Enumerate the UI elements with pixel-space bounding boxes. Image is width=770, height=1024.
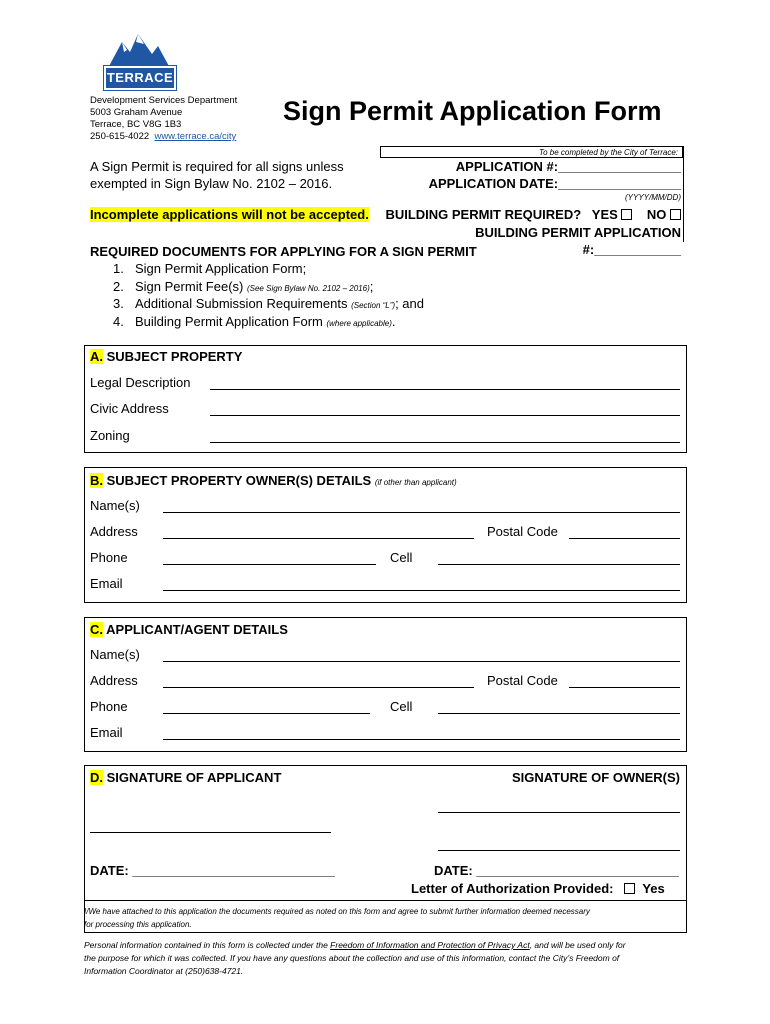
required-docs-heading: REQUIRED DOCUMENTS FOR APPLYING FOR A SIGN PERMIT [90, 244, 477, 259]
date-format-hint: (YYYY/MM/DD) [625, 193, 681, 202]
owner-names-label: Name(s) [90, 498, 140, 513]
applicant-cell-label: Cell [390, 699, 413, 714]
applicant-date-field[interactable]: DATE: ____________________________ [90, 863, 335, 878]
loa-label: Letter of Authorization Provided: [411, 881, 614, 896]
owner-postal-label: Postal Code [487, 524, 558, 539]
owner-date-field[interactable]: DATE: ____________________________ [434, 863, 679, 878]
legal-description-field[interactable] [210, 389, 680, 390]
incomplete-warning: Incomplete applications will not be accepted. [90, 207, 369, 222]
section-b-title: B. SUBJECT PROPERTY OWNER(S) DETAILS (if other than applicant) [90, 473, 457, 488]
civic-address-field[interactable] [210, 415, 680, 416]
phone-number: 250-615-4022 [90, 131, 150, 142]
owner-signature-line-1[interactable] [438, 812, 680, 813]
office-fields [380, 158, 681, 192]
section-d-title: D. SIGNATURE OF APPLICANT [90, 770, 282, 785]
applicant-email-label: Email [90, 725, 123, 740]
owner-email-label: Email [90, 576, 123, 591]
application-date[interactable]: APPLICATION DATE:_________________ [428, 176, 681, 191]
required-doc-item: 4. Building Permit Application Form (where applicable). [113, 313, 396, 329]
required-docs-list [113, 260, 424, 330]
bp-application-number[interactable]: BUILDING PERMIT APPLICATION #:____________ [475, 225, 681, 257]
applicant-signature-line[interactable] [90, 832, 331, 833]
owner-names-field[interactable] [163, 512, 680, 513]
owner-signature-line-2[interactable] [438, 850, 680, 851]
owner-address-field[interactable] [163, 538, 474, 539]
owner-email-field[interactable] [163, 590, 680, 591]
logo-name: TERRACE [104, 66, 176, 90]
bp-yes-label: YES [591, 207, 618, 222]
intro-line1: A Sign Permit is required for all signs unless [90, 159, 344, 174]
loa-checkbox[interactable] [624, 883, 635, 894]
legal-description-label: Legal Description [90, 375, 191, 390]
civic-address-label: Civic Address [90, 401, 169, 416]
owner-cell-field[interactable] [438, 564, 680, 565]
required-doc-item: 1. Sign Permit Application Form; [113, 261, 307, 276]
letter-of-authorization-row [411, 880, 665, 897]
owner-phone-field[interactable] [163, 564, 376, 565]
address-line2: Terrace, BC V8G 1B3 [90, 119, 182, 130]
owner-postal-field[interactable] [569, 538, 680, 539]
dept-name: Development Services Department [90, 95, 238, 106]
bp-required-label: BUILDING PERMIT REQUIRED? [385, 207, 582, 222]
foippa-link: Freedom of Information and Protection of Privacy Act [330, 940, 530, 950]
applicant-cell-field[interactable] [438, 713, 680, 714]
bp-no-label: NO [646, 207, 667, 222]
required-doc-item: 3. Additional Submission Requirements (Section “L”); and [113, 296, 424, 311]
applicant-names-label: Name(s) [90, 647, 140, 662]
owner-phone-label: Phone [90, 550, 128, 565]
privacy-notice: Personal information contained in this form is collected under the Freedom of Information and Protection of Privacy Act, and will be used only for the purpose for which it was collected. If you have any questions about the collection and use of this information, contact the City’s Freedom of Information Coordinator at (250)638-4721. [84, 940, 626, 976]
website-link[interactable]: www.terrace.ca/city [154, 131, 237, 142]
applicant-address-label: Address [90, 673, 138, 688]
applicant-phone-label: Phone [90, 699, 128, 714]
applicant-postal-field[interactable] [569, 687, 680, 688]
address-line1: 5003 Graham Avenue [90, 107, 183, 118]
intro-line2: exempted in Sign Bylaw No. 2102 – 2016. [90, 176, 333, 191]
required-doc-item: 2. Sign Permit Fee(s) (See Sign Bylaw No. 2102 – 2016); [113, 278, 374, 294]
section-c-title: C. APPLICANT/AGENT DETAILS [90, 622, 288, 637]
bp-yes-checkbox[interactable] [621, 209, 632, 220]
applicant-phone-field[interactable] [163, 713, 370, 714]
owner-cell-label: Cell [390, 550, 413, 565]
zoning-label: Zoning [90, 428, 130, 443]
applicant-postal-label: Postal Code [487, 673, 558, 688]
zoning-field[interactable] [210, 442, 680, 443]
dept-address [90, 95, 237, 143]
owner-signature-title: SIGNATURE OF OWNER(S) [511, 770, 680, 785]
loa-yes-label: Yes [642, 881, 665, 896]
logo-city-of: THE CITY OF [121, 58, 159, 64]
bp-no-checkbox[interactable] [670, 209, 681, 220]
declaration-text: I/We have attached to this application the documents required as noted on this form and agree to submit further information deemed necessary for processing this application. [84, 907, 590, 929]
section-a-title: A. SUBJECT PROPERTY [90, 349, 243, 364]
signature-divider [84, 900, 687, 901]
intro-text [90, 158, 344, 192]
page-title: Sign Permit Application Form [283, 96, 662, 126]
applicant-names-field[interactable] [163, 661, 680, 662]
owner-address-label: Address [90, 524, 138, 539]
application-number[interactable]: APPLICATION #:_________________ [455, 159, 681, 174]
building-permit-required-row [380, 206, 681, 223]
applicant-address-field[interactable] [163, 687, 474, 688]
applicant-email-field[interactable] [163, 739, 680, 740]
office-use-label: To be completed by the City of Terrace: [380, 146, 683, 158]
